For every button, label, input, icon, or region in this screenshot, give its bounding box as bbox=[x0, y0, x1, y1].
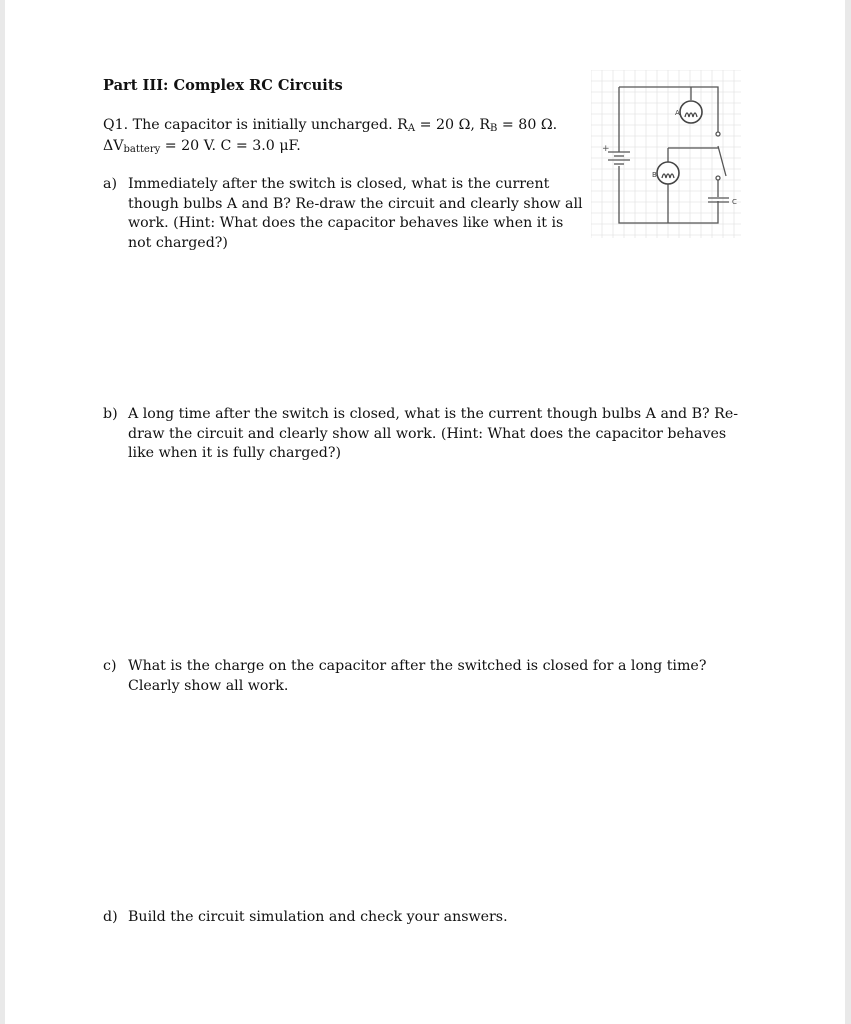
battery-subscript: battery bbox=[123, 143, 161, 155]
q1-values: = 20 V. C = 3.0 μF. bbox=[160, 137, 301, 154]
bulb-a-label: A bbox=[675, 109, 680, 117]
part-a-text: Immediately after the switch is closed, what is the current though bulbs A and B? Re-draw the circuit and clearly show all work. (Hint: What does the capacitor behaves like when it is not charged?) bbox=[128, 176, 583, 251]
q1-text-end: = 80 Ω. bbox=[497, 117, 558, 133]
document-page bbox=[5, 0, 845, 1024]
capacitor-label: C bbox=[732, 198, 737, 206]
part-b-text: A long time after the switch is closed, what is the current though bulbs A and B? Re-draw the circuit and clearly show all work. (Hint: What does the capacitor behaves like when it is fully charged?) bbox=[128, 406, 739, 462]
battery-plus-sign: + bbox=[602, 144, 610, 154]
part-c-text: What is the charge on the capacitor after the switched is closed for a long time? Clearly show all work. bbox=[128, 658, 707, 694]
section-title: Part III: Complex RC Circuits bbox=[103, 77, 343, 94]
circuit-diagram bbox=[591, 70, 741, 238]
part-c-label: c) bbox=[103, 658, 117, 674]
part-b bbox=[103, 405, 753, 464]
part-a bbox=[103, 175, 583, 253]
q1-text-start: Q1. The capacitor is initially uncharged. R bbox=[103, 117, 408, 133]
part-d-label: d) bbox=[103, 909, 118, 925]
ra-subscript: A bbox=[407, 123, 416, 134]
bulb-b-label: B bbox=[652, 171, 657, 179]
part-a-label: a) bbox=[103, 176, 117, 192]
question-1-statement bbox=[103, 116, 583, 157]
circuit-wires bbox=[619, 87, 718, 223]
bulb-a bbox=[680, 101, 702, 123]
q1-text-mid: = 20 Ω, R bbox=[415, 117, 491, 133]
capacitor-symbol bbox=[708, 198, 729, 202]
open-switch bbox=[716, 132, 726, 180]
rb-subscript: B bbox=[490, 123, 498, 134]
bulb-b bbox=[657, 162, 679, 184]
part-d-text: Build the circuit simulation and check your answers. bbox=[128, 909, 508, 925]
part-c bbox=[103, 657, 753, 696]
delta-v-label: ΔV bbox=[103, 137, 124, 154]
part-b-label: b) bbox=[103, 406, 118, 422]
part-d bbox=[103, 908, 603, 928]
